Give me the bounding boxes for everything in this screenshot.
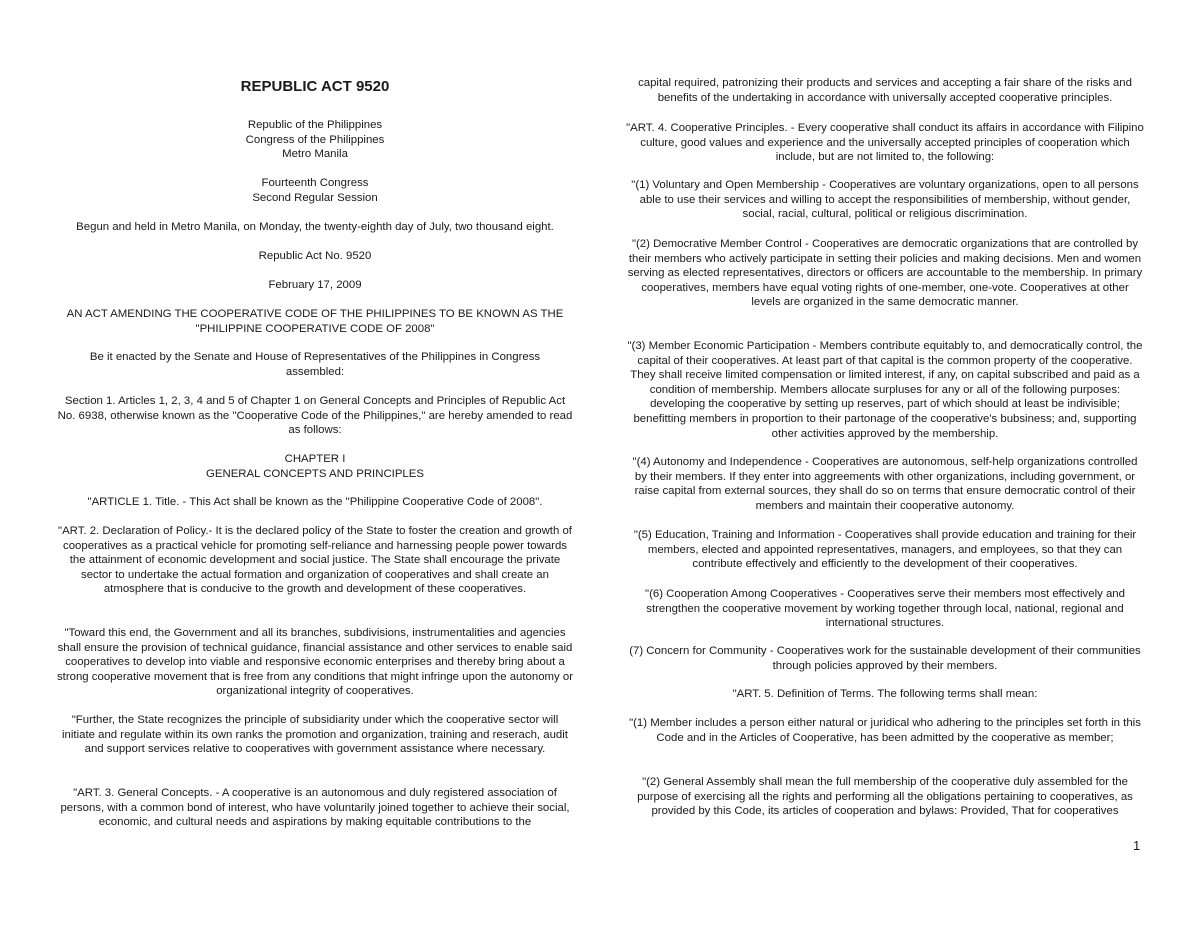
act-date: February 17, 2009: [268, 279, 362, 291]
chapter-line: CHAPTER I: [284, 453, 346, 465]
principle-4: "(4) Autonomy and Independence - Cooperatives are autonomous, self-help organizations controlled by their members. If they enter into aggreements with other organizations, including government, or raise capital from external sources, they shall do so on terms that ensure democratic control of their members and maintain their cooperative autonomy.: [632, 456, 1138, 512]
section-1: Section 1. Articles 1, 2, 3, 4 and 5 of Chapter 1 on General Concepts and Principles of Republic Act No. 6938, otherwise known as the "Cooperative Code of the Philippines," are hereby amended to read as follows:: [57, 395, 573, 437]
definition-2: "(2) General Assembly shall mean the full membership of the cooperative duly assembled for the purpose of exercising all the rights and performing all the obligations pertaining to cooperatives, as provided by this Code, its articles of cooperation and bylaws: Provided, That for cooperatives: [637, 776, 1133, 818]
header-line: Republic of the Philippines: [247, 119, 383, 131]
toward-paragraph: "Toward this end, the Government and all its branches, subdivisions, instrumentalities and agencies shall ensure the provision of technical guidance, financial assistance and other services to enable said cooperatives to develop into viable and responsive economic enterprises and thereby bring about a strong cooperative movement that is free from any conditions that might infringe upon the autonomy or organizational integrity of cooperatives.: [56, 627, 574, 698]
begun-paragraph: Begun and held in Metro Manila, on Monday, the twenty-eighth day of July, two thousand eight.: [76, 221, 554, 233]
article-2: "ART. 2. Declaration of Policy.- It is the declared policy of the State to foster the creation and growth of cooperatives as a practical vehicle for promoting self-reliance and harnessing people power towards the attainment of economic development and social justice. The State shall encourage the private sector to undertake the actual formation and organization of cooperatives and shall create an atmosphere that is conducive to the growth and development of these cooperatives.: [58, 525, 572, 596]
article-4: "ART. 4. Cooperative Principles. - Every cooperative shall conduct its affairs in accordance with Filipino culture, good values and experience and the universally accepted principles of cooperation which include, but are not limited to, the following:: [626, 122, 1144, 164]
document-title: REPUBLIC ACT 9520: [240, 78, 390, 95]
article-1: "ARTICLE 1. Title. - This Act shall be known as the "Philippine Cooperative Code of 2008".: [87, 496, 543, 508]
session-line: Second Regular Session: [252, 191, 378, 204]
principle-6: "(6) Cooperation Among Cooperatives - Cooperatives serve their members most effectively and strengthen the cooperative movement by working together through local, national, regional and international structures.: [645, 588, 1125, 630]
act-number: Republic Act No. 9520: [258, 250, 372, 262]
session-block: [56, 176, 574, 205]
header-line: Metro Manila: [282, 148, 348, 161]
principle-1: "(1) Voluntary and Open Membership - Cooperatives are voluntary organizations, open to all persons able to use their services and willing to accept the responsibilities of membership, without gender, social, racial, cultural, political or religious discrimination.: [631, 179, 1139, 221]
principle-7: (7) Concern for Community - Cooperatives work for the sustainable development of their communities through policies approved by their members.: [629, 645, 1141, 672]
further-paragraph: "Further, the State recognizes the principle of subsidiarity under which the cooperative sector will initiate and regulate within its own ranks the promotion and organization, training and reserach, audit and support services relative to cooperatives with government assistance where necessary.: [62, 714, 568, 756]
principle-5: "(5) Education, Training and Information - Cooperatives shall provide education and training for their members, elected and appointed representatives, managers, and employees, so that they can contribute effectively and efficiently to the development of their cooperatives.: [633, 529, 1137, 571]
principle-2: "(2) Democrative Member Control - Cooperatives are democratic organizations that are controlled by their members who actively participate in setting their policies and making decisions. Men and women serving as elected representatives, directors or officers are accountable to the membership. In primary cooperatives, members have equal voting rights of one-member, one-vote. Cooperatives at other levels are organized in the same democratic manner.: [627, 238, 1143, 309]
principle-3: "(3) Member Economic Participation - Members contribute equitably to, and democratically control, the capital of their cooperatives. At least part of that capital is the common property of the cooperative. They shall receive limited compensation or limited interest, if any, on capital subscribed and paid as a condition of membership. Members allocate surpluses for any or all of the following purposes: developing the cooperative by setting up reserves, part of which should at least be indivisible; benefitting members in proportion to their partonage of the cooperative's bubsiness; and, supporting other activities approved by the membership.: [627, 340, 1143, 440]
header-block: [56, 118, 574, 162]
chapter-heading: [56, 452, 574, 481]
article-5: "ART. 5. Definition of Terms. The following terms shall mean:: [732, 688, 1038, 700]
page-number: 1: [1133, 838, 1141, 853]
chapter-line: GENERAL CONCEPTS AND PRINCIPLES: [206, 467, 424, 480]
definition-1: "(1) Member includes a person either natural or juridical who adhering to the principles set forth in this Code and in the Articles of Cooperative, has been admitted by the cooperative as member;: [629, 717, 1141, 744]
article-3: "ART. 3. General Concepts. - A cooperative is an autonomous and duly registered association of persons, with a common bond of interest, who have voluntarily joined together to achieve their social, economic, and cultural needs and aspirations by making equitable contributions to the: [60, 787, 570, 829]
session-line: Fourteenth Congress: [261, 177, 369, 189]
enacting-clause: Be it enacted by the Senate and House of Representatives of the Philippines in Congress assembled:: [89, 351, 541, 378]
act-title: AN ACT AMENDING THE COOPERATIVE CODE OF THE PHILIPPINES TO BE KNOWN AS THE "PHILIPPINE COOPERATIVE CODE OF 2008": [66, 308, 564, 335]
article-3-continued: capital required, patronizing their products and services and accepting a fair share of the risks and benefits of the undertaking in accordance with universally accepted cooperative principles.: [638, 77, 1132, 104]
header-line: Congress of the Philippines: [245, 133, 385, 146]
